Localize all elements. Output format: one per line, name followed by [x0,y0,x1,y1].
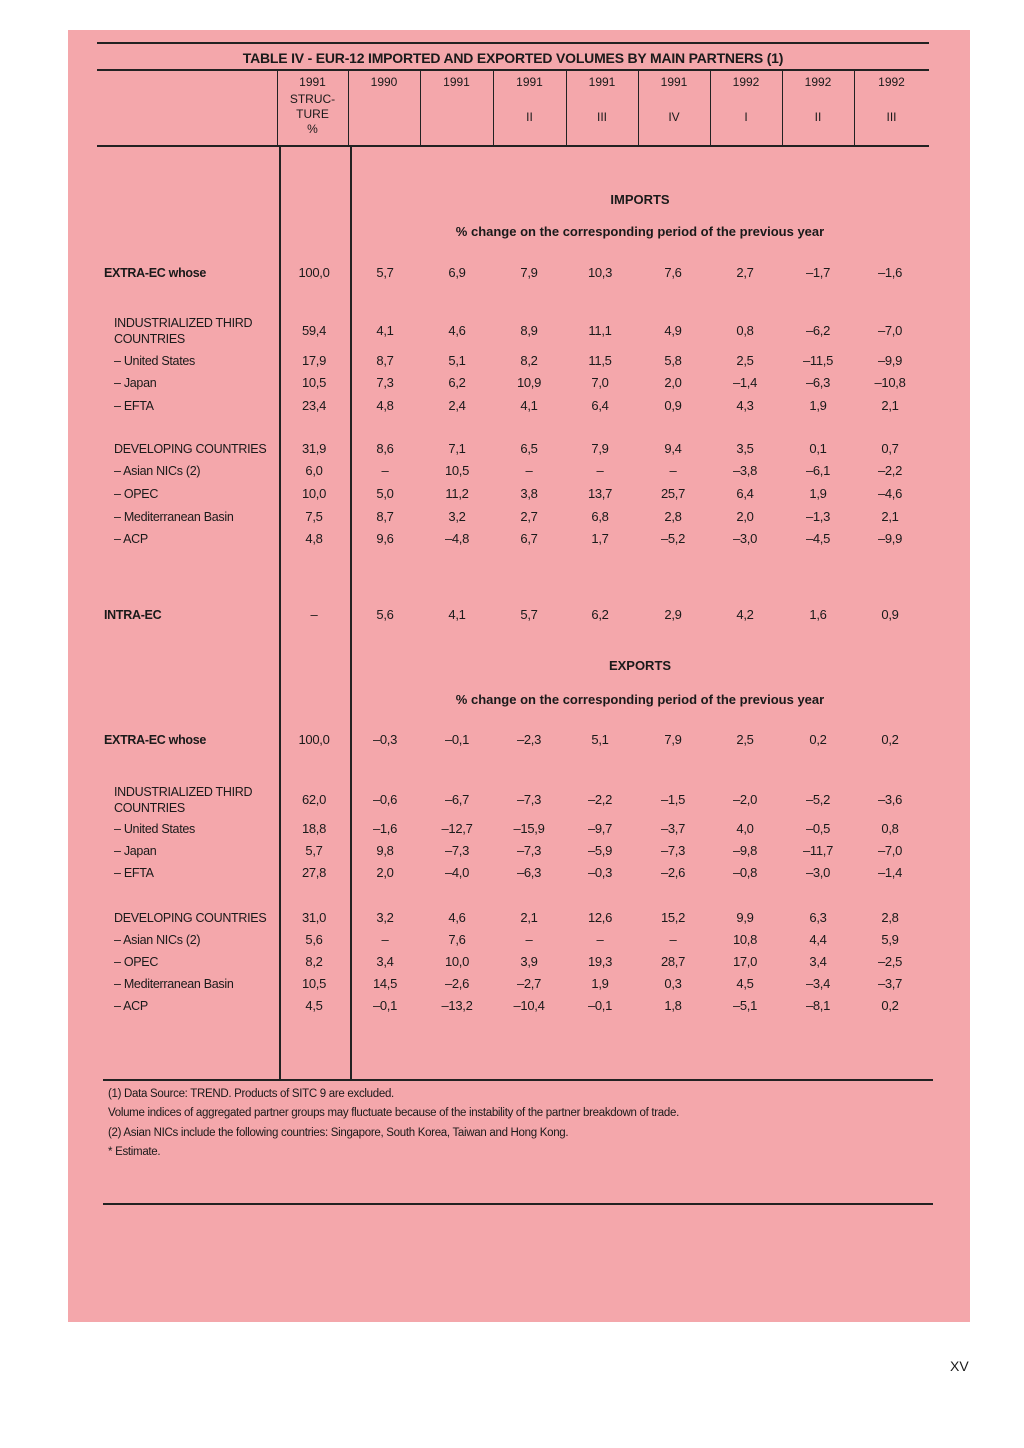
table-cell: –3,7 [660,821,686,836]
table-rule [97,42,929,44]
table-cell: –9,8 [732,843,758,858]
row-label: – ACP [114,532,148,546]
table-cell: 27,8 [301,865,327,880]
table-cell: 10,9 [516,375,542,390]
row-label: – United States [114,822,195,836]
row-label: INTRA-EC [104,608,162,622]
table-cell: –7,3 [444,843,470,858]
table-cell: 2,1 [881,509,899,524]
column-year-header: 1992 [804,75,832,89]
table-cell: –0,3 [372,732,398,747]
table-cell: –2,2 [587,792,613,807]
footnote: (2) Asian NICs include the following countries: Singapore, South Korea, Taiwan and Hong Kong. [108,1127,569,1139]
table-cell: 5,7 [305,843,323,858]
row-label: – Mediterranean Basin [114,510,234,524]
table-cell: –7,0 [877,843,903,858]
table-cell: 25,7 [660,486,686,501]
table-cell: –5,2 [660,531,686,546]
column-year-header: 1991 [299,75,326,89]
table-cell: –9,9 [877,353,903,368]
table-cell: 8,2 [520,353,538,368]
footnote: * Estimate. [108,1146,161,1158]
table-cell: 14,5 [372,976,398,991]
table-cell: – [596,932,604,947]
table-cell: 7,9 [591,441,609,456]
table-cell: –3,0 [732,531,758,546]
table-cell: 4,9 [664,323,682,338]
table-cell: 2,1 [881,398,899,413]
table-cell: –5,2 [805,792,831,807]
table-cell: 7,0 [591,375,609,390]
table-cell: 11,2 [445,486,469,501]
table-cell: – [310,607,318,622]
table-cell: –7,3 [660,843,686,858]
table-rule [97,145,929,147]
table-cell: –1,5 [660,792,686,807]
table-cell: 8,7 [376,353,394,368]
table-cell: 2,5 [736,732,754,747]
row-label: INDUSTRIALIZED THIRD COUNTRIES [114,316,253,346]
table-cell: 2,0 [664,375,682,390]
table-cell: 10,3 [587,265,613,280]
table-cell: –1,4 [877,865,903,880]
table-cell: 9,6 [376,531,394,546]
table-rule [103,1203,933,1205]
row-label: – OPEC [114,487,159,501]
table-cell: 7,3 [376,375,394,390]
table-cell: 2,4 [448,398,466,413]
table-cell: 8,6 [376,441,394,456]
table-cell: –4,0 [444,865,470,880]
table-cell: 10,5 [301,976,327,991]
table-cell: 2,5 [736,353,754,368]
table-cell: 17,9 [301,353,327,368]
table-cell: –3,0 [805,865,831,880]
table-cell: 4,8 [376,398,394,413]
table-cell: –11,7 [802,843,834,858]
table-cell: 2,0 [376,865,394,880]
table-cell: 10,0 [301,486,327,501]
table-cell: 28,7 [660,954,686,969]
table-cell: 3,8 [520,486,538,501]
table-cell: 6,2 [448,375,466,390]
page-number: XV [950,1358,969,1374]
column-year-header: 1991 [443,75,470,89]
table-cell: 5,1 [448,353,466,368]
table-cell: 2,8 [881,910,899,925]
table-cell: 4,6 [448,910,466,925]
table-cell: –0,6 [372,792,398,807]
footnote: Volume indices of aggregated partner groups may fluctuate because of the instability of the partner breakdown of trade. [108,1107,679,1119]
row-label: – United States [114,354,195,368]
table-cell: 3,9 [520,954,538,969]
table-cell: –7,0 [877,323,903,338]
table-cell: –12,7 [441,821,473,836]
table-cell: –9,9 [877,531,903,546]
row-label: – Mediterranean Basin [114,977,234,991]
table-cell: –0,1 [587,998,613,1013]
table-cell: –2,6 [444,976,470,991]
table-cell: 62,0 [301,792,327,807]
table-cell: 3,5 [736,441,754,456]
table-cell: 4,3 [736,398,754,413]
table-cell: –9,7 [587,821,613,836]
column-period-header: III [596,110,607,124]
column-year-header: 1991 [516,75,543,89]
table-cell: – [669,463,677,478]
table-cell: 10,5 [301,375,327,390]
row-label: INDUSTRIALIZED THIRD COUNTRIES [114,785,253,815]
table-cell: –5,9 [587,843,613,858]
table-cell: 11,1 [588,323,612,338]
table-cell: –3,7 [877,976,903,991]
table-cell: 3,2 [448,509,466,524]
table-cell: 3,4 [376,954,394,969]
table-cell: 3,4 [809,954,827,969]
table-cell: –1,3 [805,509,831,524]
table-cell: 5,7 [520,607,538,622]
table-cell: –4,8 [444,531,470,546]
table-cell: 15,2 [660,910,686,925]
table-cell: –2,5 [877,954,903,969]
table-cell: 5,1 [591,732,609,747]
table-cell: –6,3 [805,375,831,390]
table-cell: 8,2 [305,954,323,969]
table-cell: –7,3 [516,843,542,858]
table-cell: 0,8 [881,821,899,836]
table-cell: –0,5 [805,821,831,836]
table-cell: 0,9 [664,398,682,413]
table-cell: 4,5 [736,976,754,991]
table-cell: 7,9 [520,265,538,280]
table-cell: 17,0 [732,954,758,969]
table-cell: –10,8 [874,375,906,390]
table-cell: 0,1 [809,441,827,456]
table-cell: –7,3 [516,792,542,807]
table-cell: 9,9 [736,910,754,925]
table-cell: 7,1 [448,441,466,456]
table-cell: 6,9 [448,265,466,280]
table-cell: –6,1 [805,463,831,478]
table-cell: – [381,463,389,478]
table-cell: –6,2 [805,323,831,338]
table-cell: 4,0 [736,821,754,836]
table-cell: 6,2 [591,607,609,622]
row-label: – Japan [114,844,157,858]
table-cell: – [381,932,389,947]
table-cell: 6,4 [591,398,609,413]
column-year-header: 1990 [370,75,398,89]
table-cell: 4,1 [448,607,466,622]
table-cell: 0,3 [664,976,682,991]
column-period-header: I [744,110,748,124]
table-cell: 2,0 [736,509,754,524]
table-cell: 0,9 [881,607,899,622]
table-cell: 7,6 [448,932,466,947]
table-cell: 1,9 [809,398,827,413]
table-cell: –0,1 [444,732,470,747]
table-cell: –2,7 [516,976,542,991]
table-cell: –4,6 [877,486,903,501]
footnote: (1) Data Source: TREND. Products of SITC 9 are excluded. [108,1088,394,1100]
table-cell: 1,6 [809,607,827,622]
table-cell: 0,2 [881,732,899,747]
table-cell: –8,1 [805,998,831,1013]
table-cell: –0,1 [372,998,398,1013]
table-cell: –3,4 [805,976,831,991]
column-year-header: 1991 [660,75,688,89]
table-cell: 0,8 [736,323,754,338]
table-cell: 8,9 [520,323,538,338]
row-label: – EFTA [114,866,154,880]
table-cell: –2,6 [660,865,686,880]
table-cell: 4,1 [376,323,394,338]
table-cell: 6,7 [520,531,538,546]
table-rule [103,1079,933,1081]
table-cell: 6,0 [305,463,323,478]
column-period-header: STRUC- TURE % [289,92,336,136]
table-cell: 7,9 [664,732,682,747]
row-label: – EFTA [114,399,154,413]
column-year-header: 1992 [732,75,760,89]
table-cell: 4,4 [809,932,827,947]
table-cell: –0,3 [587,865,613,880]
table-cell: –2,3 [516,732,542,747]
row-label: DEVELOPING COUNTRIES [114,911,267,925]
row-label: EXTRA-EC whose [104,733,207,747]
table-cell: – [669,932,677,947]
table-cell: 3,2 [376,910,394,925]
column-year-header: 1991 [588,75,616,89]
table-cell: 18,8 [301,821,327,836]
column-period-header: II [814,110,822,124]
table-cell: 5,7 [376,265,394,280]
row-label: – Japan [114,376,157,390]
table-cell: 6,3 [809,910,827,925]
column-period-header: IV [668,110,680,124]
table-cell: 2,9 [664,607,682,622]
table-cell: 2,7 [520,509,538,524]
table-cell: 0,7 [881,441,899,456]
table-cell: –1,7 [805,265,831,280]
table-cell: 2,8 [664,509,682,524]
table-cell: 31,9 [301,441,327,456]
table-cell: –4,5 [805,531,831,546]
table-cell: 5,9 [881,932,899,947]
table-cell: –3,8 [732,463,758,478]
table-cell: –6,3 [516,865,542,880]
table-cell: 5,0 [376,486,394,501]
table-cell: 6,8 [591,509,609,524]
exports-subheading: % change on the corresponding period of the previous year [455,692,825,707]
table-cell: –6,7 [444,792,470,807]
table-cell: 1,8 [664,998,682,1013]
table-cell: 19,3 [587,954,613,969]
table-cell: 4,5 [305,998,323,1013]
table-cell: 6,4 [736,486,754,501]
table-cell: –1,4 [732,375,758,390]
row-label: – Asian NICs (2) [114,933,201,947]
table-cell: 9,8 [376,843,394,858]
table-cell: 2,1 [520,910,538,925]
table-cell: –1,6 [877,265,903,280]
table-cell: 31,0 [301,910,327,925]
table-cell: 12,6 [587,910,613,925]
table-cell: 6,5 [520,441,538,456]
imports-heading: IMPORTS [610,192,670,207]
column-period-header: II [526,110,533,124]
table-rule [97,69,929,71]
table-cell: –5,1 [732,998,758,1013]
table-cell: – [525,463,533,478]
table-cell: 23,4 [301,398,327,413]
table-cell: –2,0 [732,792,758,807]
table-cell: – [525,932,533,947]
table-cell: –11,5 [802,353,834,368]
table-cell: 4,6 [448,323,466,338]
table-cell: 2,7 [736,265,754,280]
table-cell: 13,7 [587,486,613,501]
table-cell: 5,6 [376,607,394,622]
table-cell: 0,2 [881,998,899,1013]
table-cell: 11,5 [588,353,612,368]
table-cell: 5,6 [305,932,323,947]
table-cell: –3,6 [877,792,903,807]
table-cell: – [596,463,604,478]
table-cell: 5,8 [664,353,682,368]
imports-subheading: % change on the corresponding period of the previous year [455,224,825,239]
row-label: – ACP [114,999,148,1013]
row-label: – OPEC [114,955,159,969]
table-cell: 4,2 [736,607,754,622]
table-cell: 59,4 [301,323,327,338]
table-cell: 1,7 [591,531,609,546]
table-cell: 1,9 [591,976,609,991]
table-cell: 1,9 [809,486,827,501]
table-cell: 8,7 [376,509,394,524]
table-cell: 100,0 [298,732,330,747]
table-cell: 9,4 [664,441,682,456]
column-year-header: 1992 [878,75,905,89]
table-cell: 4,8 [305,531,323,546]
row-label: – Asian NICs (2) [114,464,201,478]
table-cell: –10,4 [513,998,545,1013]
table-cell: –0,8 [732,865,758,880]
table-cell: 0,2 [809,732,827,747]
row-label: EXTRA-EC whose [104,266,207,280]
table-cell: 4,1 [520,398,538,413]
table-cell: 10,5 [444,463,470,478]
row-label: DEVELOPING COUNTRIES [114,442,267,456]
table-cell: 7,5 [305,509,323,524]
table-cell: 10,0 [444,954,470,969]
table-cell: –1,6 [372,821,398,836]
column-period-header: III [886,110,897,124]
table-cell: –2,2 [877,463,903,478]
exports-heading: EXPORTS [608,658,672,673]
table-cell: –15,9 [513,821,545,836]
table-title: TABLE IV - EUR-12 IMPORTED AND EXPORTED VOLUMES BY MAIN PARTNERS (1) [242,50,784,66]
table-cell: –13,2 [441,998,473,1013]
table-cell: 10,8 [732,932,758,947]
table-cell: 7,6 [664,265,682,280]
table-cell: 100,0 [298,265,330,280]
